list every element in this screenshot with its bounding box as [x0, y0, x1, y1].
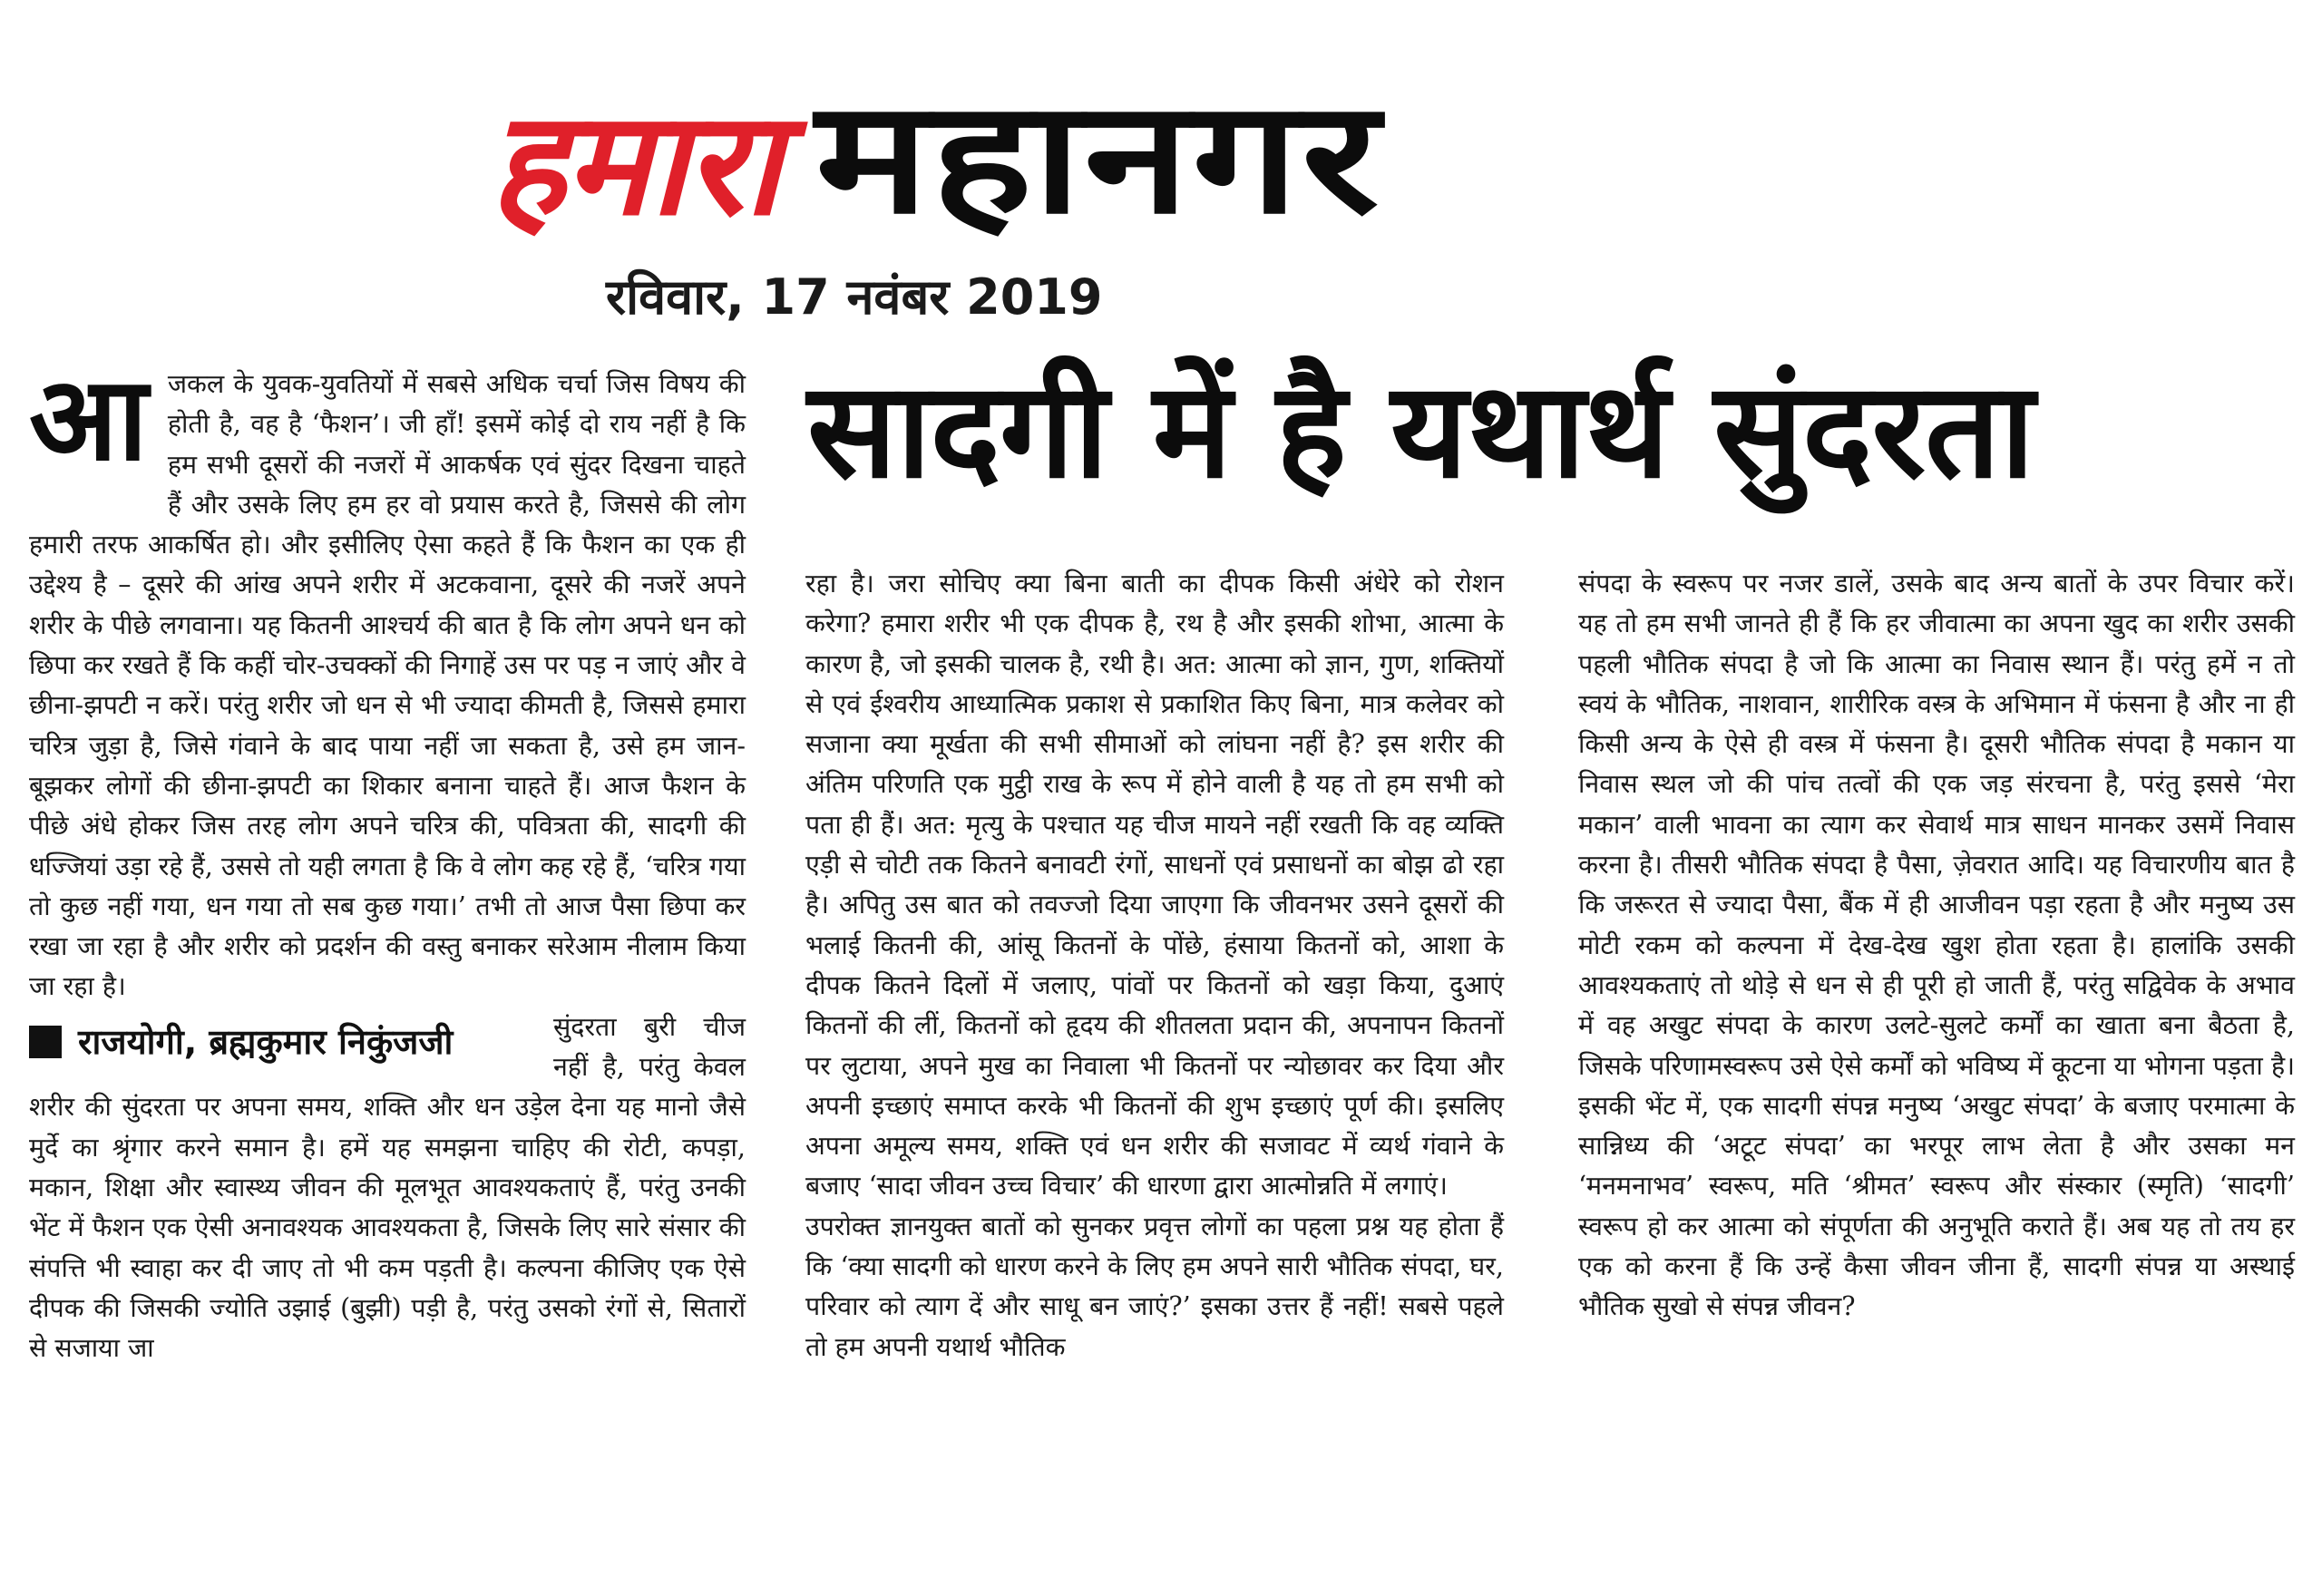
column-1-paragraph-1: जकल के युवक-युवतियों में सबसे अधिक चर्चा जिस विषय की होती है, वह है ‘फैशन’। जी हाँ! इसमें कोई दो राय नहीं है कि हम सभी दूसरों की नजरों में आकर्षक एवं सुंदर दिखना चाहते हैं और उसके लिए हम हर वो प्रयास करते है, जिससे की लोग हमारी तरफ आकर्षित हो। और इसीलिए ऐसा कहते हैं कि फैशन का एक ही उद्देश्य है – दूसरे की आंख अपने शरीर में अटकवाना, दूसरे की नजरें अपने शरीर के पीछे लगवाना। यह कितनी आश्चर्य की बात है कि लोग अपने धन को छिपा कर रखते हैं कि कहीं चोर-उचक्कों की निगाहें उस पर पड़ न जाएं और वे छीना-झपटी न करें। परंतु शरीर जो धन से भी ज्यादा कीमती है, जिससे हमारा चरित्र जुड़ा है, जिसे गंवाने के बाद पाया नहीं जा सकता है, उसे हम जान-बूझकर लोगों की छीना-झपटी का शिकार बनाना चाहते हैं। आज फैशन के पीछे अंधे होकर जिस तरह लोग अपने चरित्र की, पवित्रता की, सादगी की धज्जियां उड़ा रहे हैं, उससे तो यही लगता है कि वे लोग कह रहे हैं, ‘चरित्र गया तो कुछ नहीं गया, धन गया तो सब कुछ गया।’ तभी तो आज पैसा छिपा कर रखा जा रहा है और शरीर को प्रदर्शन की वस्तु बनाकर सरेआम नीलाम किया जा रहा है। — [29, 369, 746, 1002]
masthead-part2: महानगर — [815, 66, 1381, 248]
column-2-paragraph-2: उपरोक्त ज्ञानयुक्त बातों को सुनकर प्रवृत्त लोगों का पहला प्रश्न यह होता हैं कि ‘क्या सादगी को धारण करने के लिए हम अपने सारी भौतिक संपदा, घर, परिवार को त्याग दें और साधू बन जाएं?’ इसका उत्तर हैं नहीं! सबसे पहले तो हम अपनी यथार्थ भौतिक — [805, 1211, 1504, 1362]
masthead — [490, 63, 1381, 248]
article-column-2 — [805, 564, 1504, 1367]
author-byline — [29, 1017, 537, 1067]
author-name: राजयोगी, ब्रह्मकुमार निकुंजजी — [78, 1021, 454, 1062]
article-column-1 — [29, 352, 746, 1368]
column-1-paragraph-2: सुंदरता बुरी चीज नहीं है, परंतु केवल शरीर की सुंदरता पर अपना समय, शक्ति और धन उड़ेल देना यह मानो जैसे मुर्दे का श्रृंगार करने समान है। हमें यह समझना चाहिए की रोटी, कपड़ा, मकान, शिक्षा और स्वास्थ्य जीवन की मूलभूत आवश्यकताएं हैं, परंतु उनकी भेंट में फैशन एक ऐसी अनावश्यक आवश्यकता है, जिसके लिए सारे संसार की संपत्ति भी स्वाहा कर दी जाए तो भी कम पड़ती है। कल्पना कीजिए एक ऐसे दीपक की जिसकी ज्योति उझाई (बुझी) पड़ी है, परंतु उसको रंगों से, सितारों से सजाया जा — [29, 1011, 746, 1364]
dropcap: आ — [29, 352, 148, 487]
headline: सादगी में है यथार्थ सुंदरता — [807, 354, 2034, 508]
dateline: रविवार, 17 नवंबर 2019 — [606, 268, 1103, 326]
article-column-3 — [1578, 564, 2295, 1328]
column-3-paragraph-1: संपदा के स्वरूप पर नजर डालें, उसके बाद अन्य बातों के उपर विचार करें। यह तो हम सभी जानते ही हैं कि हर जीवात्मा का अपना खुद का शरीर उसकी पहली भौतिक संपदा है जो कि आत्मा का निवास स्थान हैं। परंतु हमें न तो स्वयं के भौतिक, नाशवान, शारीरिक वस्त्र के अभिमान में फंसना है और ना ही किसी अन्य के ऐसे ही वस्त्र में फंसना है। दूसरी भौतिक संपदा है मकान या निवास स्थल जो की पांच तत्वों की एक जड़ संरचना है, परंतु इससे ‘मेरा मकान’ वाली भावना का त्याग कर सेवार्थ मात्र साधन मानकर उसमें निवास करना है। तीसरी भौतिक संपदा है पैसा, ज़ेवरात आदि। यह विचारणीय बात है कि जरूरत से ज्यादा पैसा, बैंक में ही आजीवन पड़ा रहता है और मनुष्य उस मोटी रकम को कल्पना में देख-देख खुश होता रहता है। हालांकि उसकी आवश्यकताएं तो थोड़े से धन से ही पूरी हो जाती हैं, परंतु सद्विवेक के अभाव में वह अखुट संपदा के कारण उलटे-सुलटे कर्मों का खाता बना बैठता है, जिसके परिणामस्वरूप उसे ऐसे कर्मों को भविष्य में कूटना या भोगना पड़ता है। इसकी भेंट में, एक सादगी संपन्न मनुष्य ‘अखुट संपदा’ के बजाए परमात्मा के सान्निध्य की ‘अटूट संपदा’ का भरपूर लाभ लेता है और उसका मन ‘मनमनाभव’ स्वरूप, मति ‘श्रीमत’ स्वरूप और संस्कार (स्मृति) ‘सादगी’ स्वरूप हो कर आत्मा को संपूर्णता की अनुभूति कराते हैं। अब यह तो तय हर एक को करना हैं कि उन्हें कैसा जीवन जीना हैं, सादगी संपन्न या अस्थाई भौतिक सुखो से संपन्न जीवन? — [1578, 569, 2295, 1322]
column-2-paragraph-1: रहा है। जरा सोचिए क्या बिना बाती का दीपक किसी अंधेरे को रोशन करेगा? हमारा शरीर भी एक दीपक है, रथ है और इसकी शोभा, आत्मा के कारण है, जो इसकी चालक है, रथी है। अत: आत्मा को ज्ञान, गुण, शक्तियों से एवं ईश्वरीय आध्यात्मिक प्रकाश से प्रकाशित किए बिना, मात्र कलेवर को सजाना क्या मूर्खता की सभी सीमाओं को लांघना नहीं है? इस शरीर की अंतिम परिणति एक मुट्ठी राख के रूप में होने वाली है यह तो हम सभी को पता ही हैं। अत: मृत्यु के पश्चात यह चीज मायने नहीं रखती कि वह व्यक्ति एड़ी से चोटी तक कितने बनावटी रंगों, साधनों एवं प्रसाधनों का बोझ ढो रहा है। अपितु उस बात को तवज्जो दिया जाएगा कि जीवनभर उसने दूसरों की भलाई कितनी की, आंसू कितनों के पोंछे, हंसाया कितनों को, आशा के दीपक कितने दिलों में जलाए, पांवों पर कितनों को खड़ा किया, दुआएं कितनों की लीं, कितनों को हृदय की शीतलता प्रदान की, अपनापन कितनों पर लुटाया, अपने मुख का निवाला भी कितनों पर न्योछावर कर दिया और अपनी इच्छाएं समाप्त करके भी कितनों की शुभ इच्छाएं पूर्ण की। इसलिए अपना अमूल्य समय, शक्ति एवं धन शरीर की सजावट में व्यर्थ गंवाने के बजाए ‘सादा जीवन उच्च विचार’ की धारणा द्वारा आत्मोन्नति में लगाएं। — [805, 569, 1504, 1202]
byline-square-icon — [29, 1026, 62, 1058]
masthead-part1: हमारा — [490, 81, 779, 248]
